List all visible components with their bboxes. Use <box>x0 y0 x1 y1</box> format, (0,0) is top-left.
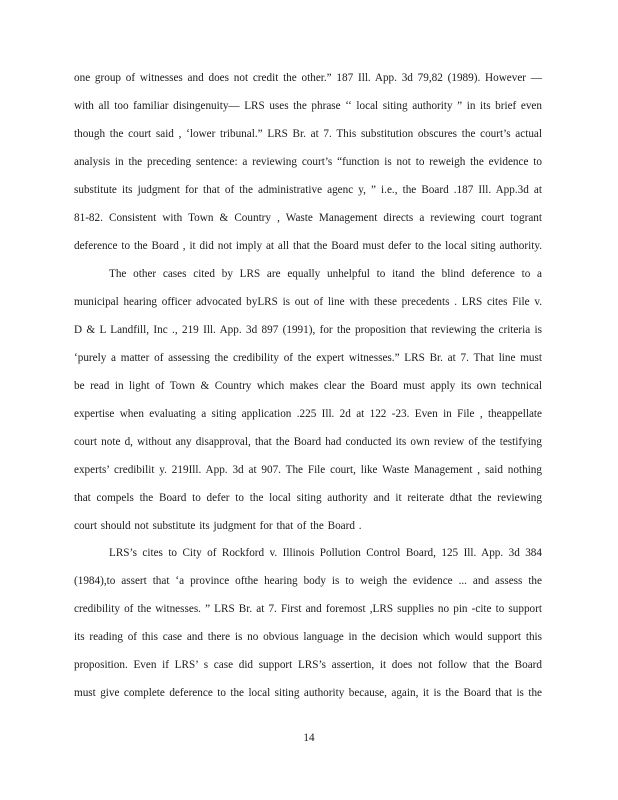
text-line: 81-82. Consistent with Town & Country , Waste Management directs a reviewing court togrant <box>74 212 542 224</box>
text-line: substitute its judgment for that of the administrative agenc y, ” i.e., the Board .187 Ill. App.3d at <box>74 184 542 196</box>
text-line: must give complete deference to the local siting authority because, again, it is the Board that is the <box>74 687 542 699</box>
text-line: municipal hearing officer advocated byLRS is out of line with these precedents . LRS cites File v. <box>74 296 542 308</box>
text-line: ‘purely a matter of assessing the credibility of the expert witnesses.” LRS Br. at 7. That line must <box>74 352 542 364</box>
text-line: that compels the Board to defer to the local siting authority and it reiterate dthat the reviewing <box>74 492 542 504</box>
text-line: expertise when evaluating a siting application .225 Ill. 2d at 122 -23. Even in File , theappellate <box>74 408 542 420</box>
paragraph-first-line: The other cases cited by LRS are equally unhelpful to itand the blind deference to a <box>109 268 542 280</box>
text-line: one group of witnesses and does not credit the other.” 187 Ill. App. 3d 79,82 (1989). However — <box>74 72 542 84</box>
text-line: with all too familiar disingenuity— LRS uses the phrase ‘‘ local siting authority ” in its brief even <box>74 100 542 112</box>
text-line: credibility of the witnesses. ” LRS Br. at 7. First and foremost ,LRS supplies no pin -cite to support <box>74 603 542 615</box>
text-line: court note d, without any disapproval, that the Board had conducted its own review of the testifying <box>74 436 542 448</box>
text-line: be read in light of Town & Country which makes clear the Board must apply its own technical <box>74 380 542 392</box>
text-line: analysis in the preceding sentence: a reviewing court’s “function is not to reweigh the evidence to <box>74 156 542 168</box>
text-line: proposition. Even if LRS’ s case did support LRS’s assertion, it does not follow that the Board <box>74 659 542 671</box>
paragraph-first-line: LRS’s cites to City of Rockford v. Illinois Pollution Control Board, 125 Ill. App. 3d 384 <box>109 547 542 559</box>
text-line: court should not substitute its judgment for that of the Board . <box>74 520 362 532</box>
text-line: experts’ credibilit y. 219Ill. App. 3d at 907. The File court, like Waste Management , said nothing <box>74 464 542 476</box>
text-line: though the court said , ‘lower tribunal.” LRS Br. at 7. This substitution obscures the court’s actual <box>74 128 542 140</box>
text-line: (1984),to assert that ‘a province ofthe hearing body is to weigh the evidence ... and assess the <box>74 575 542 587</box>
text-line: deference to the Board , it did not imply at all that the Board must defer to the local siting authority. <box>74 240 542 252</box>
text-line: its reading of this case and there is no obvious language in the decision which would support this <box>74 631 542 643</box>
text-line: D & L Landfill, Inc ., 219 Ill. App. 3d 897 (1991), for the proposition that reviewing the criteria is <box>74 324 542 336</box>
page-number: 14 <box>303 732 315 744</box>
